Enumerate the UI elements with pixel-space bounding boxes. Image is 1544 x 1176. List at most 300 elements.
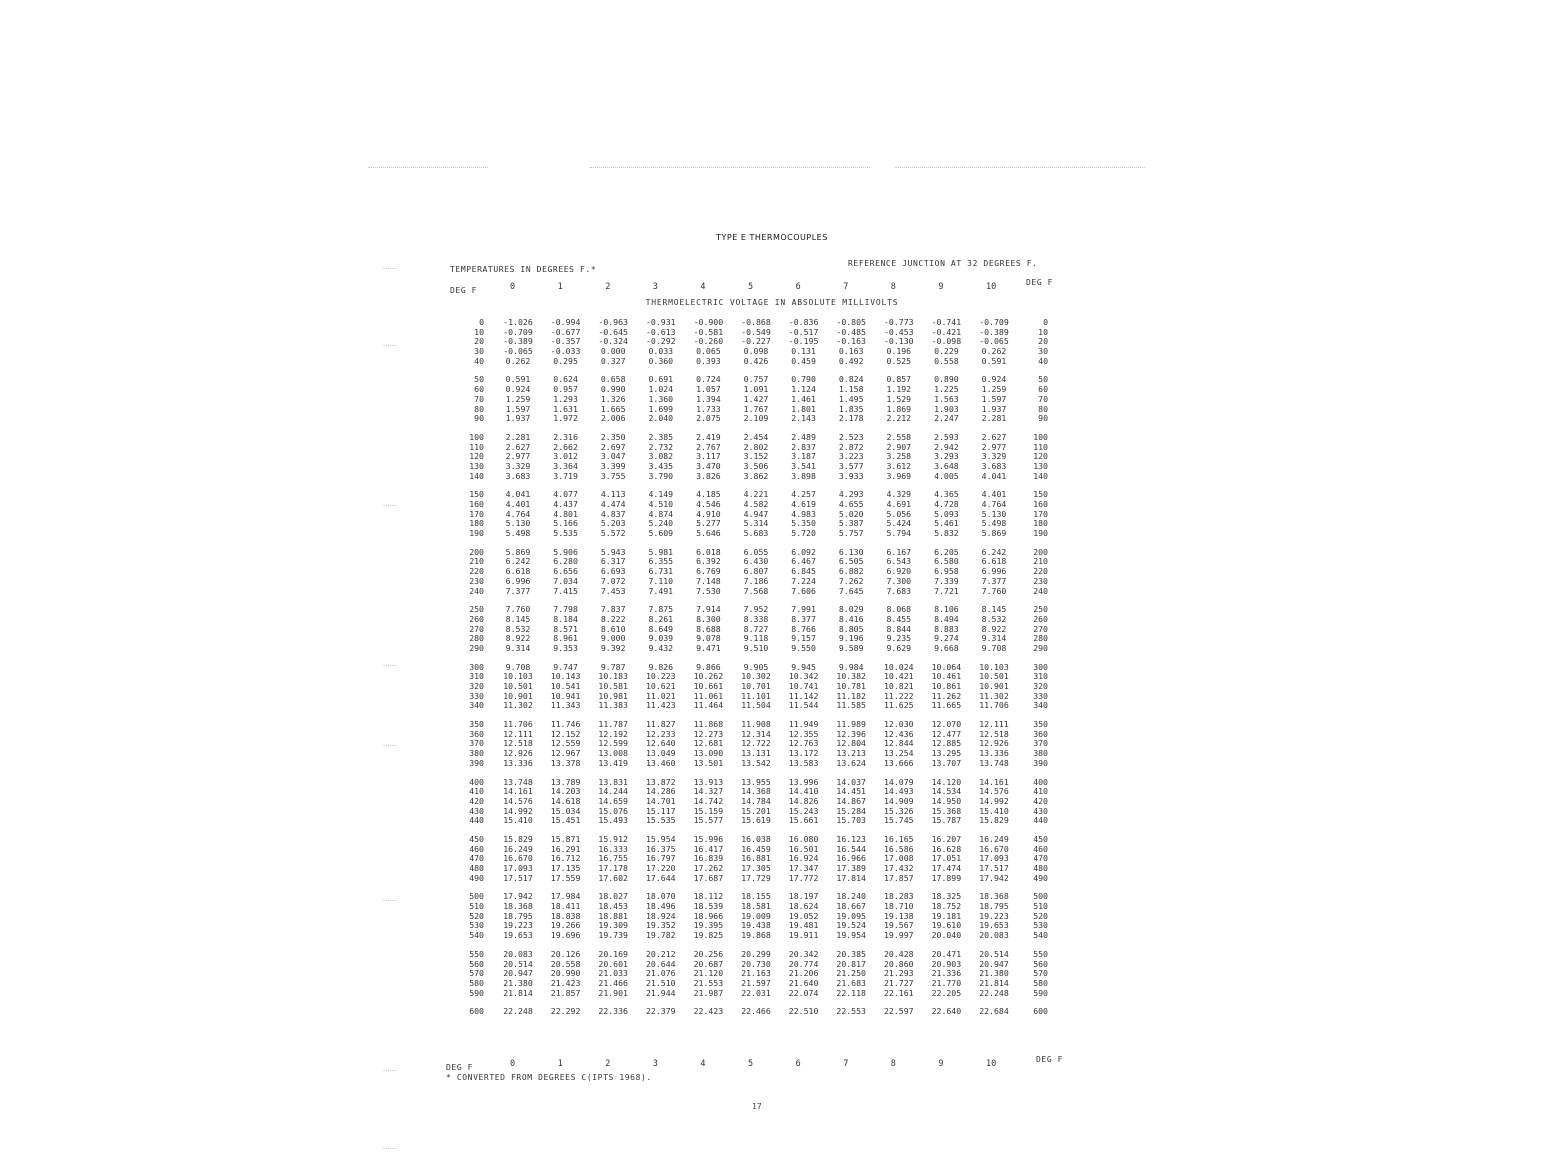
row-degree: 280 [469, 633, 484, 644]
row-degree-right: 140 [1033, 470, 1048, 481]
column-label: 6 [795, 1059, 801, 1069]
voltage-cell: 12.804 [836, 738, 866, 749]
voltage-cell: 19.653 [979, 920, 1009, 931]
voltage-cell: 19.524 [836, 920, 866, 931]
voltage-cell: 4.149 [648, 489, 674, 500]
voltage-cell: 16.417 [693, 843, 724, 854]
row-degree-right: 580 [1033, 977, 1048, 988]
voltage-cell: 13.378 [550, 757, 581, 768]
scan-artifact [383, 665, 397, 666]
voltage-cell: 8.922 [505, 633, 531, 644]
voltage-cell: 2.802 [743, 441, 769, 452]
voltage-cell: 15.410 [503, 815, 533, 826]
voltage-cell: 3.293 [934, 451, 959, 462]
voltage-cell: 18.624 [788, 901, 819, 912]
voltage-cell: 13.748 [979, 757, 1009, 768]
row-degree: 210 [469, 556, 484, 567]
voltage-cell: 20.514 [979, 948, 1009, 959]
voltage-cell: 8.261 [648, 613, 674, 624]
voltage-cell: 0.131 [791, 346, 816, 357]
voltage-cell: 18.368 [979, 891, 1009, 902]
voltage-cell: 22.597 [884, 1006, 914, 1017]
row-degree: 330 [469, 690, 484, 701]
row-degree: 450 [469, 833, 484, 844]
voltage-cell: 20.428 [884, 948, 914, 959]
voltage-cell: -0.581 [693, 326, 724, 337]
voltage-cell: 0.295 [553, 355, 578, 366]
row-degree-right: 210 [1033, 556, 1048, 567]
table-row [452, 701, 1064, 711]
row-degree-right: 280 [1033, 633, 1048, 644]
voltage-cell: 7.530 [696, 585, 721, 596]
voltage-cell: 1.597 [981, 393, 1007, 404]
voltage-cell: 20.903 [931, 958, 962, 969]
voltage-cell: 10.342 [788, 671, 819, 682]
voltage-cell: 14.203 [550, 786, 581, 797]
voltage-cell: 21.250 [836, 968, 866, 979]
voltage-cell: 6.618 [505, 566, 531, 577]
voltage-cell: 4.691 [886, 499, 912, 509]
voltage-cell: 10.223 [646, 671, 676, 682]
voltage-cell: 4.801 [553, 508, 578, 519]
voltage-cell: 0.990 [600, 384, 626, 395]
voltage-cell: 15.577 [693, 815, 724, 826]
voltage-cell: 17.687 [693, 872, 724, 883]
voltage-cell: 12.559 [550, 738, 581, 749]
voltage-cell: 3.329 [981, 451, 1007, 462]
row-degree-right: 560 [1033, 958, 1048, 969]
voltage-cell: 9.314 [505, 642, 531, 653]
voltage-cell: 8.532 [981, 613, 1007, 624]
row-degree: 370 [469, 738, 484, 749]
voltage-cell: 6.130 [838, 546, 864, 557]
voltage-cell: 18.453 [598, 901, 628, 912]
voltage-cell: -0.805 [836, 317, 866, 327]
voltage-cell: 2.662 [553, 441, 578, 452]
voltage-cell: 21.380 [979, 968, 1009, 979]
column-label: 1 [557, 1059, 563, 1069]
voltage-cell: 1.563 [934, 393, 959, 404]
voltage-cell: 15.661 [788, 815, 819, 826]
voltage-cell: 8.068 [886, 604, 912, 615]
voltage-cell: 9.589 [838, 642, 864, 653]
voltage-cell: 18.283 [884, 891, 914, 902]
voltage-cell: -0.709 [979, 317, 1009, 327]
voltage-cell: 11.787 [598, 719, 628, 730]
voltage-cell: 16.333 [598, 843, 628, 854]
voltage-cell: 17.899 [931, 872, 962, 883]
voltage-cell: 14.576 [979, 786, 1009, 797]
voltage-cell: 20.947 [503, 968, 533, 979]
voltage-cell: 19.825 [693, 930, 724, 941]
voltage-cell: 15.034 [550, 805, 581, 816]
voltage-cell: 1.937 [505, 413, 531, 424]
row-degree-right: 450 [1033, 833, 1048, 844]
voltage-cell: 17.220 [646, 863, 676, 873]
table-row [452, 931, 1064, 941]
voltage-cell: 2.419 [696, 431, 721, 442]
row-degree-right: 200 [1033, 546, 1048, 557]
voltage-cell: 14.244 [598, 786, 628, 797]
voltage-cell: 9.629 [886, 642, 912, 653]
row-degree-right: 550 [1033, 948, 1048, 959]
row-degree-right: 290 [1033, 642, 1048, 653]
voltage-cell: 16.459 [741, 843, 771, 854]
voltage-cell: 19.052 [788, 910, 819, 921]
voltage-cell: 15.159 [693, 805, 724, 816]
voltage-cell: 0.327 [600, 355, 626, 366]
voltage-cell: 11.302 [979, 690, 1009, 701]
row-degree-right: 420 [1033, 795, 1048, 806]
voltage-cell: 15.493 [598, 815, 628, 826]
voltage-cell: 14.784 [741, 795, 771, 806]
voltage-cell: 4.005 [934, 470, 959, 481]
voltage-cell: 20.126 [550, 948, 581, 959]
voltage-cell: 1.665 [600, 403, 626, 414]
voltage-cell: 14.327 [693, 786, 724, 797]
voltage-cell: 13.336 [979, 748, 1009, 759]
voltage-cell: 16.123 [836, 833, 866, 844]
voltage-cell: 16.038 [741, 833, 771, 844]
voltage-cell: 15.076 [598, 805, 628, 816]
voltage-cell: 13.872 [646, 776, 676, 787]
voltage-cell: -0.613 [646, 326, 676, 337]
voltage-cell: 5.757 [838, 528, 864, 539]
voltage-cell: 13.624 [836, 757, 866, 768]
row-degree-right: 150 [1033, 489, 1048, 500]
row-degree-right: 120 [1033, 451, 1048, 462]
voltage-cell: 8.377 [791, 613, 816, 624]
voltage-cell: -0.292 [646, 336, 676, 347]
voltage-cell: 17.389 [836, 863, 866, 873]
voltage-cell: 1.259 [505, 393, 531, 404]
voltage-cell: 4.619 [791, 499, 816, 509]
voltage-cell: 12.967 [550, 748, 581, 759]
voltage-cell: 8.844 [886, 623, 912, 634]
voltage-cell: 0.262 [981, 346, 1007, 357]
voltage-cell: 13.542 [741, 757, 771, 768]
voltage-cell: 9.000 [600, 633, 626, 644]
thermocouple-table [452, 318, 1064, 1017]
row-degree-right: 350 [1033, 719, 1048, 730]
voltage-cell: 7.415 [553, 585, 578, 596]
voltage-cell: 19.653 [503, 930, 533, 941]
voltage-cell: 9.550 [791, 642, 816, 653]
voltage-cell: 5.981 [648, 546, 674, 557]
voltage-cell: 8.610 [600, 623, 626, 634]
row-degree: 100 [469, 431, 484, 442]
voltage-cell: 7.837 [600, 604, 626, 615]
voltage-cell: -0.130 [884, 336, 914, 347]
voltage-cell: 3.258 [886, 451, 912, 462]
row-degree-right: 490 [1033, 872, 1048, 883]
voltage-cell: -0.324 [598, 336, 628, 347]
voltage-cell: 7.148 [696, 575, 721, 586]
row-degree: 580 [469, 977, 484, 988]
voltage-cell: 9.708 [505, 661, 531, 672]
voltage-cell: 21.163 [741, 968, 771, 979]
voltage-cell: 21.727 [884, 977, 914, 988]
voltage-cell: 21.466 [598, 977, 628, 988]
row-degree: 40 [474, 355, 484, 366]
row-degree-right: 30 [1038, 346, 1048, 357]
voltage-cell: 4.365 [934, 489, 959, 500]
voltage-cell: 2.454 [743, 431, 769, 442]
voltage-cell: 4.293 [838, 489, 864, 500]
row-degree-right: 260 [1033, 613, 1048, 624]
voltage-cell: 19.395 [693, 920, 724, 931]
voltage-cell: 5.130 [505, 518, 531, 529]
row-degree-right: 480 [1033, 863, 1048, 873]
voltage-cell: 12.192 [598, 728, 628, 739]
voltage-cell: -0.453 [884, 326, 914, 337]
voltage-cell: 6.807 [743, 566, 769, 577]
voltage-cell: 10.421 [884, 671, 914, 682]
voltage-cell: 13.254 [884, 748, 914, 759]
row-degree: 170 [469, 508, 484, 519]
column-label: 4 [700, 1059, 706, 1069]
voltage-cell: 3.898 [791, 470, 816, 481]
voltage-cell: 19.868 [741, 930, 771, 941]
voltage-cell: 11.061 [693, 690, 724, 701]
column-label: 0 [510, 282, 516, 292]
voltage-cell: 16.249 [979, 833, 1009, 844]
voltage-cell: 2.040 [648, 413, 674, 424]
column-label: 5 [748, 282, 754, 292]
voltage-cell: 19.009 [741, 910, 771, 921]
column-label: 3 [652, 1059, 658, 1069]
voltage-cell: 15.703 [836, 815, 866, 826]
voltage-cell: 9.353 [553, 642, 578, 653]
voltage-cell: 10.741 [788, 681, 819, 691]
voltage-cell: 20.299 [741, 948, 771, 959]
voltage-cell: 17.984 [550, 891, 581, 902]
voltage-cell: 4.947 [743, 508, 769, 519]
voltage-cell: 0.065 [696, 346, 721, 357]
voltage-cell: 8.338 [743, 613, 769, 624]
voltage-cell: 10.541 [550, 681, 581, 691]
voltage-cell: 4.041 [505, 489, 531, 500]
row-degree-right: 510 [1033, 901, 1048, 912]
voltage-cell: 4.546 [696, 499, 721, 509]
voltage-cell: 10.941 [550, 690, 581, 701]
row-degree-right: 220 [1033, 566, 1048, 577]
column-label: 8 [890, 1059, 896, 1069]
voltage-cell: 21.640 [788, 977, 819, 988]
voltage-cell: 18.752 [931, 901, 962, 912]
reference-junction-note: REFERENCE JUNCTION AT 32 DEGREES F. [848, 259, 1038, 268]
voltage-cell: 12.640 [646, 738, 676, 749]
voltage-cell: 10.461 [931, 671, 962, 682]
row-degree-right: 300 [1033, 661, 1048, 672]
voltage-cell: 0.558 [934, 355, 959, 366]
voltage-cell: 0.957 [553, 384, 578, 395]
voltage-cell: 7.760 [505, 604, 531, 615]
voltage-cell: 16.628 [931, 843, 962, 854]
voltage-cell: 18.325 [931, 891, 962, 902]
table-row [452, 874, 1064, 884]
voltage-cell: 9.826 [648, 661, 674, 672]
voltage-cell: 0.624 [553, 374, 578, 385]
voltage-cell: 6.430 [743, 556, 769, 567]
voltage-cell: 21.857 [550, 987, 581, 998]
row-degree-right: 110 [1033, 441, 1048, 452]
voltage-cell: 10.621 [646, 681, 676, 691]
voltage-cell: 4.077 [553, 489, 578, 500]
voltage-cell: 7.110 [648, 575, 674, 586]
voltage-cell: -0.963 [598, 317, 628, 327]
voltage-cell: 14.992 [979, 795, 1009, 806]
column-label: 10 [986, 282, 997, 292]
voltage-cell: 7.683 [886, 585, 912, 596]
voltage-cell: 17.559 [550, 872, 581, 883]
unit-heading: THERMOELECTRIC VOLTAGE IN ABSOLUTE MILLIVOLTS [645, 298, 899, 307]
scan-artifact [383, 900, 397, 901]
voltage-cell: 22.118 [836, 987, 866, 998]
voltage-cell: 6.018 [696, 546, 721, 557]
voltage-cell: 19.223 [503, 920, 533, 931]
column-label: 3 [652, 282, 658, 292]
row-degree: 80 [474, 403, 484, 414]
voltage-cell: 9.157 [791, 633, 816, 644]
voltage-cell: -0.994 [550, 317, 581, 327]
table-row [452, 759, 1064, 769]
row-degree: 290 [469, 642, 484, 653]
voltage-cell: 3.790 [648, 470, 674, 481]
row-degree: 190 [469, 528, 484, 539]
voltage-cell: 0.857 [886, 374, 912, 385]
voltage-cell: 15.829 [503, 833, 533, 844]
voltage-cell: 16.291 [550, 843, 581, 854]
row-degree-right: 410 [1033, 786, 1048, 797]
voltage-cell: 13.748 [503, 776, 533, 787]
row-degree-right: 250 [1033, 604, 1048, 615]
voltage-cell: 15.243 [788, 805, 819, 816]
voltage-cell: -0.227 [741, 336, 771, 347]
voltage-cell: 8.106 [934, 604, 959, 615]
voltage-cell: 8.222 [600, 613, 626, 624]
voltage-cell: 3.223 [838, 451, 864, 462]
voltage-cell: 12.885 [931, 738, 962, 749]
row-degree: 560 [469, 958, 484, 969]
row-degree-right: 40 [1038, 355, 1048, 366]
deg-f-label-bottom-left: DEG F [446, 1063, 474, 1072]
voltage-cell: 8.649 [648, 623, 674, 634]
voltage-cell: 14.079 [884, 776, 914, 787]
voltage-cell: 1.461 [791, 393, 816, 404]
voltage-cell: 22.640 [931, 1006, 962, 1017]
voltage-cell: 14.037 [836, 776, 866, 787]
column-label: 2 [605, 1059, 611, 1069]
voltage-cell: 6.355 [648, 556, 674, 567]
voltage-cell: 13.831 [598, 776, 628, 787]
voltage-cell: 1.495 [838, 393, 864, 404]
voltage-cell: 20.601 [598, 958, 628, 969]
row-degree: 70 [474, 393, 484, 404]
voltage-cell: 11.544 [788, 700, 819, 711]
voltage-cell: 12.518 [979, 728, 1009, 739]
voltage-cell: 19.610 [931, 920, 962, 931]
voltage-cell: 12.314 [741, 728, 771, 739]
voltage-cell: 21.120 [693, 968, 724, 979]
voltage-cell: 3.862 [743, 470, 769, 481]
voltage-cell: 0.492 [838, 355, 864, 366]
voltage-cell: 4.874 [648, 508, 674, 519]
voltage-cell: -0.065 [503, 346, 533, 357]
voltage-cell: 12.599 [598, 738, 628, 749]
voltage-cell: 11.302 [503, 700, 533, 711]
voltage-cell: 19.309 [598, 920, 628, 931]
voltage-cell: 1.326 [600, 393, 626, 404]
row-degree: 400 [469, 776, 484, 787]
voltage-cell: 2.281 [981, 413, 1007, 424]
voltage-cell: 18.710 [884, 901, 914, 912]
voltage-cell: 17.517 [979, 863, 1009, 873]
voltage-cell: 6.845 [791, 566, 816, 577]
voltage-cell: 9.471 [696, 642, 721, 653]
voltage-cell: 22.336 [598, 1006, 628, 1017]
voltage-cell: 11.706 [979, 700, 1009, 711]
voltage-cell: 3.012 [553, 451, 578, 462]
voltage-cell: 16.712 [550, 853, 581, 864]
voltage-cell: 15.535 [646, 815, 676, 826]
voltage-cell: 20.990 [550, 968, 581, 979]
voltage-cell: 2.523 [838, 431, 864, 442]
voltage-cell: 4.113 [600, 489, 626, 500]
voltage-cell: 3.506 [743, 460, 769, 471]
row-degree: 90 [474, 413, 484, 424]
voltage-cell: 18.027 [598, 891, 628, 902]
voltage-cell: 5.166 [553, 518, 578, 529]
voltage-cell: 19.696 [550, 930, 581, 941]
voltage-cell: 3.435 [648, 460, 674, 471]
scan-artifact [383, 1148, 397, 1149]
voltage-cell: 6.769 [696, 566, 721, 577]
voltage-cell: 13.460 [646, 757, 676, 768]
voltage-cell: 2.247 [934, 413, 959, 424]
voltage-cell: 15.284 [836, 805, 866, 816]
row-degree: 380 [469, 748, 484, 759]
voltage-cell: 10.143 [550, 671, 581, 682]
voltage-cell: 13.789 [550, 776, 581, 787]
voltage-cell: 9.118 [743, 633, 769, 644]
voltage-cell: 14.618 [550, 795, 581, 806]
voltage-cell: 11.464 [693, 700, 724, 711]
voltage-cell: 9.314 [981, 633, 1007, 644]
row-degree: 540 [469, 930, 484, 941]
voltage-cell: 4.728 [934, 499, 959, 509]
row-degree-right: 240 [1033, 585, 1048, 596]
voltage-cell: 9.196 [838, 633, 864, 644]
voltage-cell: 9.747 [553, 661, 578, 672]
voltage-cell: 16.924 [788, 853, 819, 864]
voltage-cell: 10.821 [884, 681, 914, 691]
voltage-cell: 0.824 [838, 374, 864, 385]
row-degree: 180 [469, 518, 484, 529]
voltage-cell: 8.571 [553, 623, 578, 634]
voltage-cell: 22.466 [741, 1006, 771, 1017]
voltage-cell: 5.277 [696, 518, 721, 529]
voltage-cell: 12.926 [503, 748, 533, 759]
voltage-cell: 3.399 [600, 460, 626, 471]
column-label: 0 [510, 1059, 516, 1069]
table-row [452, 472, 1064, 482]
voltage-cell: 19.567 [884, 920, 914, 931]
voltage-cell: 3.541 [791, 460, 816, 471]
voltage-cell: 20.385 [836, 948, 866, 959]
voltage-cell: 3.969 [886, 470, 912, 481]
row-degree-right: 80 [1038, 403, 1048, 414]
